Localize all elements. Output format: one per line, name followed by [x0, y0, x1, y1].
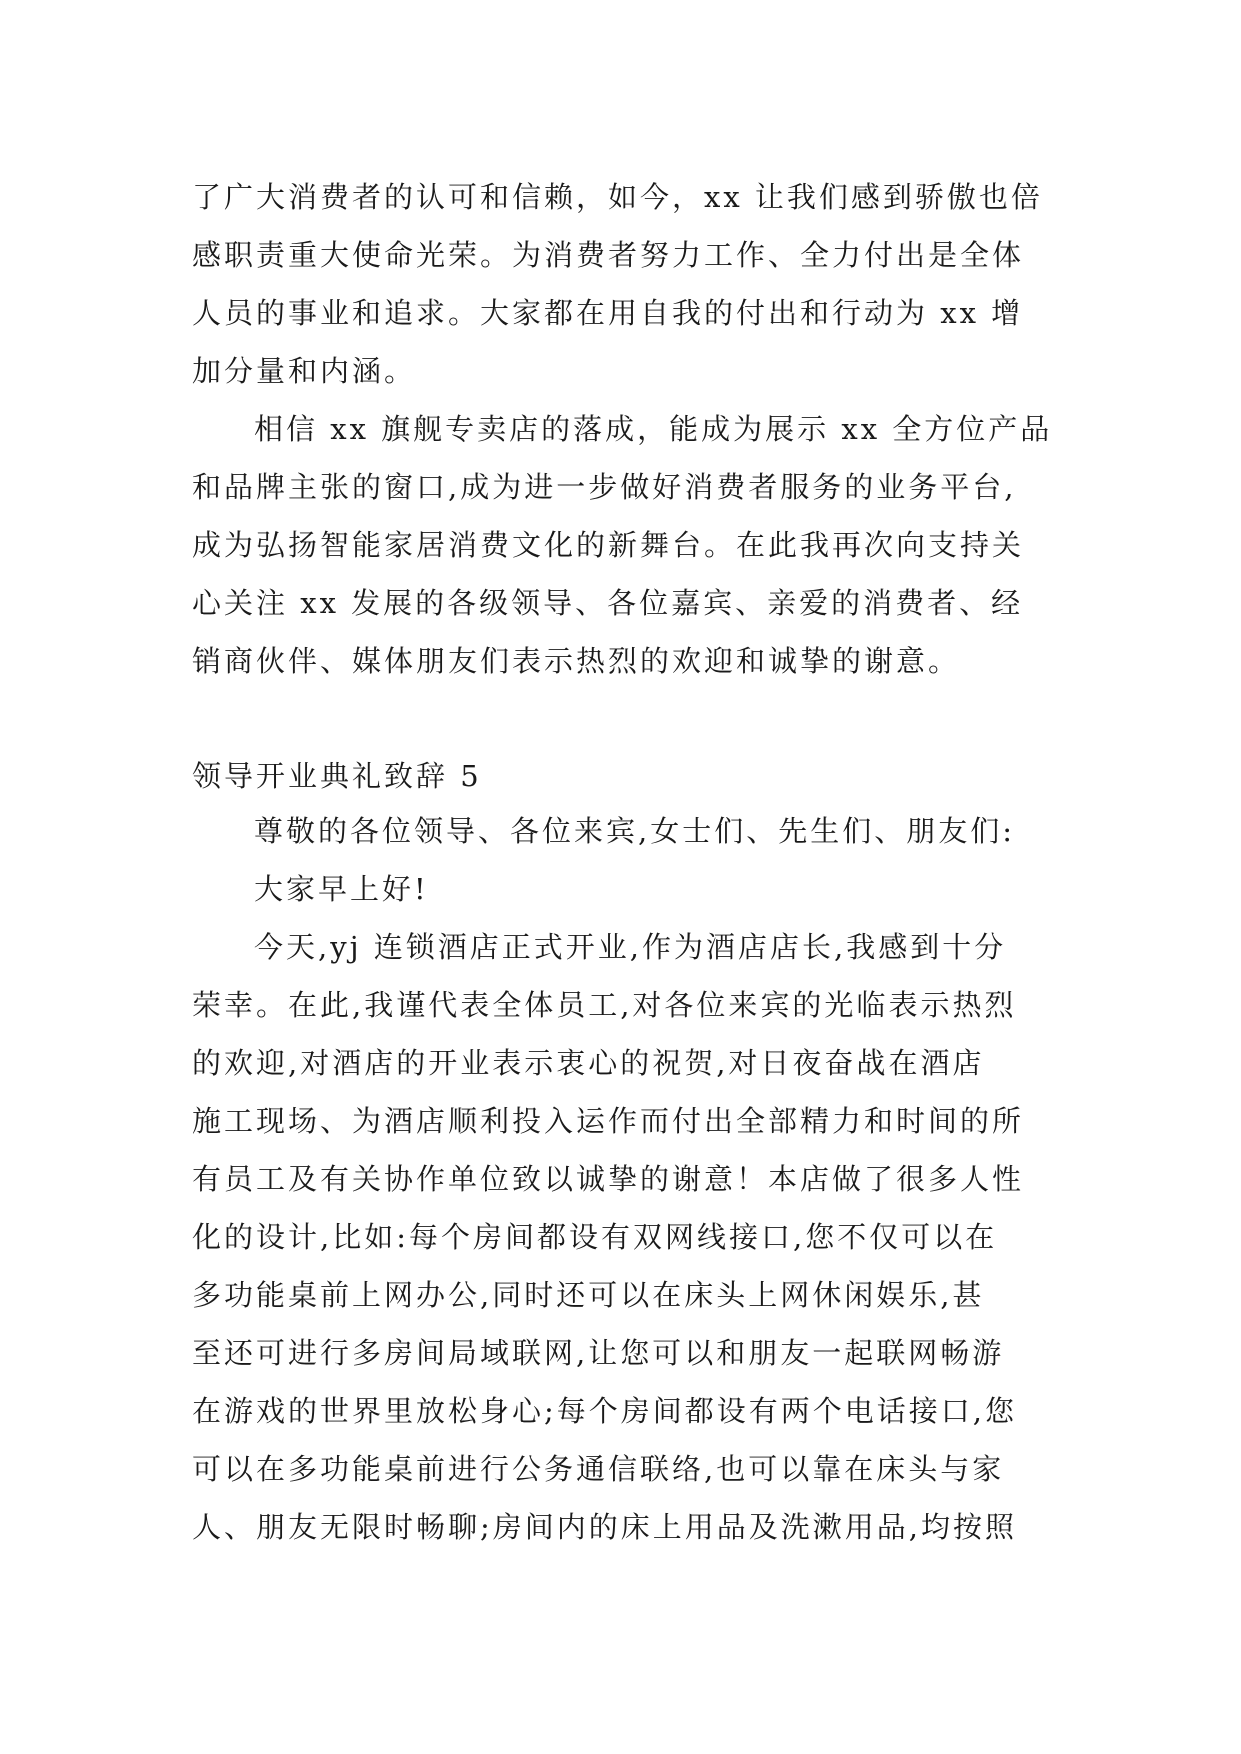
paragraph-group-2 — [192, 802, 1052, 1556]
paragraph-group-1 — [192, 168, 1052, 690]
text-line: 了广大消费者的认可和信赖，如今，xx 让我们感到骄傲也倍 — [192, 180, 1043, 214]
text-line: 感职责重大使命光荣。为消费者努力工作、全力付出是全体 — [192, 238, 1025, 272]
text-line-indented: 相信 xx 旗舰专卖店的落成，能成为展示 xx 全方位产品 — [254, 412, 1053, 446]
text-line: 至还可进行多房间局域联网,让您可以和朋友一起联网畅游 — [192, 1336, 1005, 1370]
text-line-indented: 尊敬的各位领导、各位来宾,女士们、先生们、朋友们: — [254, 814, 1015, 848]
text-line: 荣幸。在此,我谨代表全体员工,对各位来宾的光临表示热烈 — [192, 988, 1017, 1022]
text-line: 多功能桌前上网办公,同时还可以在床头上网休闲娱乐,甚 — [192, 1278, 985, 1312]
text-line: 和品牌主张的窗口,成为进一步做好消费者服务的业务平台, — [192, 470, 1017, 504]
text-line: 可以在多功能桌前进行公务通信联络,也可以靠在床头与家 — [192, 1452, 1005, 1486]
text-line: 化的设计,比如:每个房间都设有双网线接口,您不仅可以在 — [192, 1220, 998, 1254]
text-line-indented: 今天,yj 连锁酒店正式开业,作为酒店店长,我感到十分 — [254, 930, 1007, 964]
text-line: 人员的事业和追求。大家都在用自我的付出和行动为 xx 增 — [192, 296, 1024, 330]
text-line: 有员工及有关协作单位致以诚挚的谢意！本店做了很多人性 — [192, 1162, 1025, 1196]
section-heading: 领导开业典礼致辞 5 — [192, 759, 482, 793]
text-line: 的欢迎,对酒店的开业表示衷心的祝贺,对日夜奋战在酒店 — [192, 1046, 985, 1080]
text-line-indented: 大家早上好! — [254, 872, 429, 906]
text-line: 在游戏的世界里放松身心;每个房间都设有两个电话接口,您 — [192, 1394, 1017, 1428]
text-line: 人、朋友无限时畅聊;房间内的床上用品及洗漱用品,均按照 — [192, 1510, 1017, 1544]
text-line: 施工现场、为酒店顺利投入运作而付出全部精力和时间的所 — [192, 1104, 1025, 1138]
text-line: 销商伙伴、媒体朋友们表示热烈的欢迎和诚挚的谢意。 — [192, 644, 961, 678]
text-line: 心关注 xx 发展的各级领导、各位嘉宾、亲爱的消费者、经 — [192, 586, 1024, 620]
text-line: 加分量和内涵。 — [192, 354, 417, 388]
text-line: 成为弘扬智能家居消费文化的新舞台。在此我再次向支持关 — [192, 528, 1025, 562]
